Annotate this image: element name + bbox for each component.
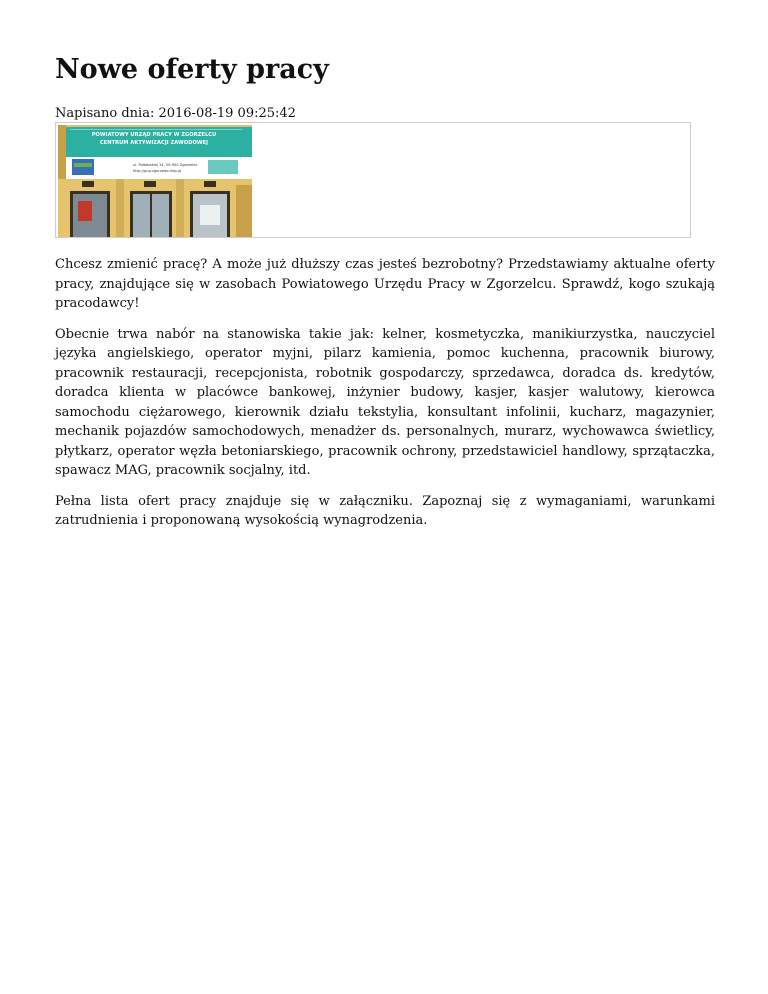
article-paragraph-2: Obecnie trwa nabór na stanowiska takie jak: kelner, kosmetyczka, manikiurzystka, nauczyciel języka angielskiego, operator myjni, pilarz kamienia, pomoc kuchenna, pracownik biurowy, pracownik restauracji, recepcjonista, robotnik gospodarczy, sprzedawca, doradca ds. kredytów, doradca klienta w placówce bankowej, inżynier budowy, kasjer, kasjer walutowy, kierowca samochodu ciężarowego, kierownik działu tekstylia, konsultant infolinii, kucharz, magazynier, mechanik pojazdów samochodowych, menadżer ds. personalnych, murarz, wychowawca świetlicy, płytkarz, operator węzła betoniarskiego, pracownik ochrony, przedstawiciel handlowy, sprzątaczka, spawacz MAG, pracownik socjalny, itd.	[55, 326, 715, 478]
article-photo[interactable]	[58, 125, 252, 237]
sign-line-2: CENTRUM AKTYWIZACJI ZAWODOWEJ	[99, 140, 209, 146]
sign-address: ul. Połtabskiej 14, 59-900 Zgorzelec	[133, 163, 198, 167]
article	[55, 52, 715, 531]
article-image-frame	[55, 122, 691, 238]
sign-line-1: POWIATOWY URZĄD PRACY W ZGORZELCU	[91, 132, 217, 138]
publish-date: Napisano dnia: 2016-08-19 09:25:42	[55, 106, 296, 121]
article-paragraph-1: Chcesz zmienić pracę? A może już dłuższy czas jesteś bezrobotny? Przedstawiamy aktualne oferty pracy, znajdujące się w zasobach Powiatowego Urzędu Pracy w Zgorzelcu. Sprawdź, kogo szukają pracodawcy!	[55, 257, 715, 311]
sign-url: http://pup.zgorzelec.ibip.pl	[133, 169, 182, 173]
article-paragraph-3: Pełna lista ofert pracy znajduje się w załączniku. Zapoznaj się z wymaganiami, warunkami zatrudnienia i proponowaną wysokością wynagrodzenia.	[55, 493, 715, 528]
article-title: Nowe oferty pracy	[55, 54, 329, 85]
office-building-photo	[58, 125, 252, 237]
